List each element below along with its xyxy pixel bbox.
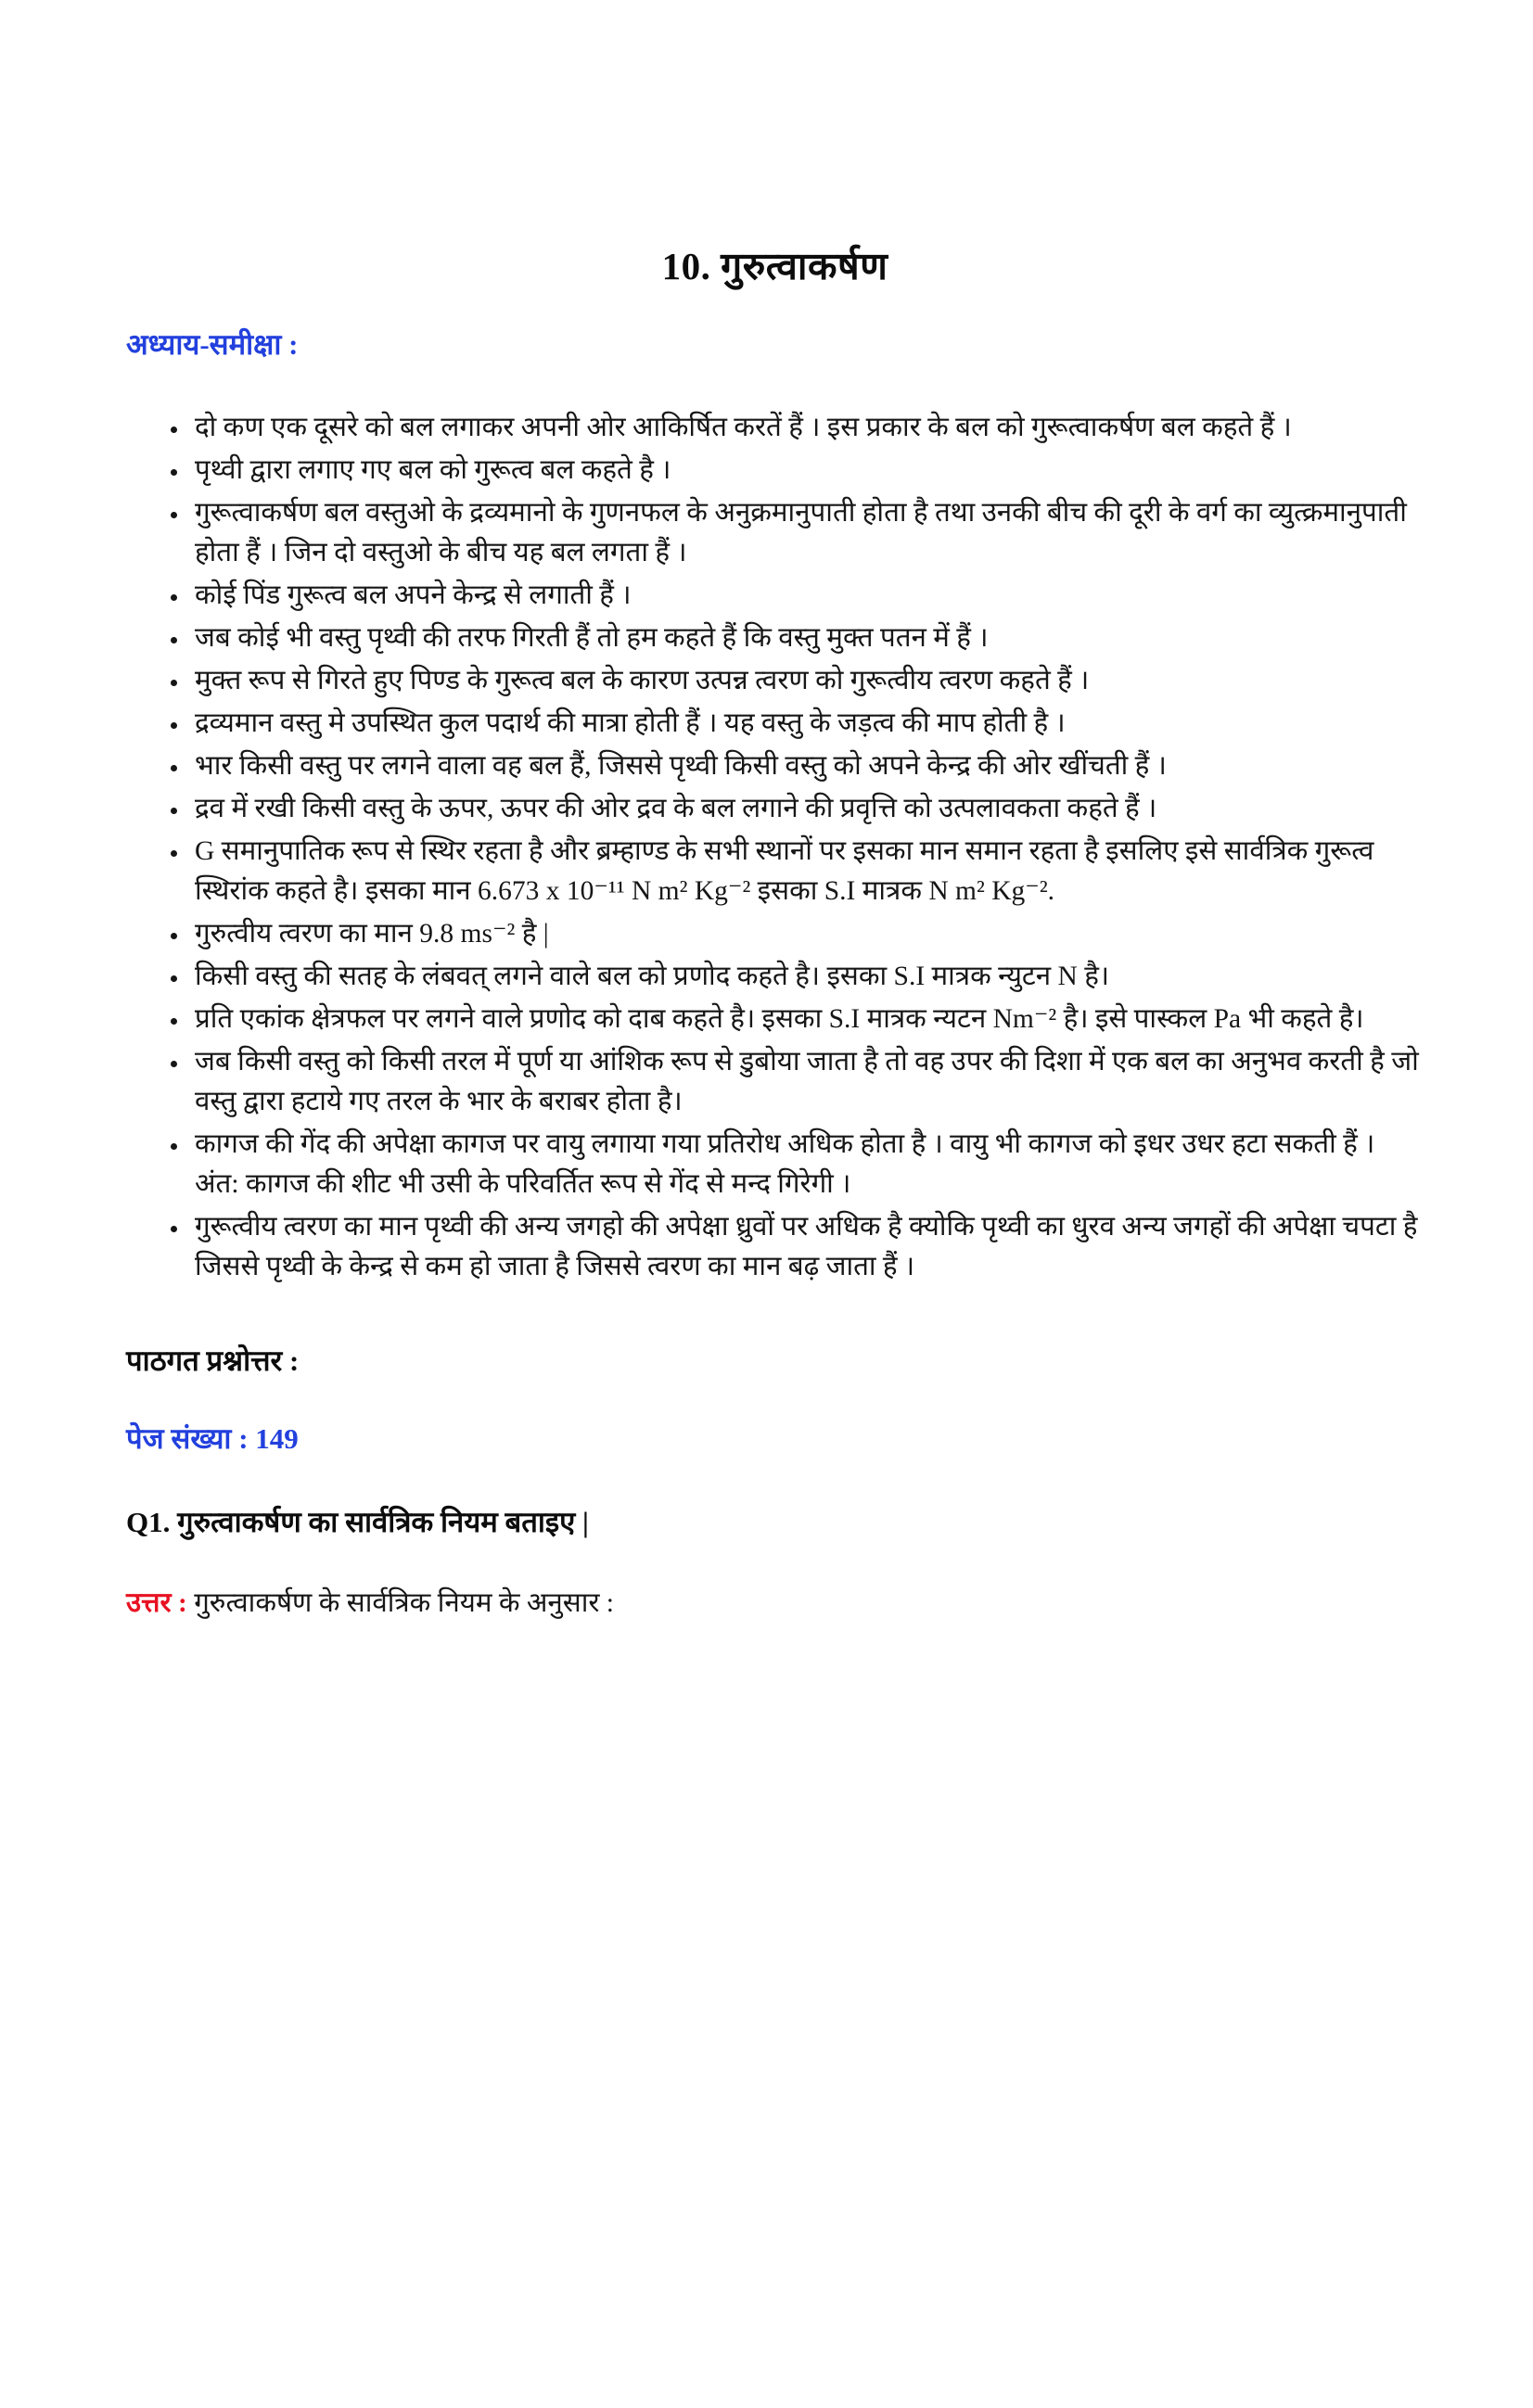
list-item: • किसी वस्तु की सतह के लंबवत् लगने वाले बल को प्रणोद कहते है। इसका S.I मात्रक न्युटन N है।: [189, 957, 1424, 997]
list-item: • गुरूत्वाकर्षण बल वस्तुओ के द्रव्यमानो के गुणनफल के अनुक्रमानुपाती होता है तथा उनकी बीच की दूरी के वर्ग का व्युत्क्रमानुपाती होता हैं । जिन दो वस्तुओ के बीच यह बल लगता हैं ।: [189, 493, 1424, 573]
list-item: • प्रति एकांक क्षेत्रफल पर लगने वाले प्रणोद को दाब कहते है। इसका S.I मात्रक न्यटन Nm⁻² है। इसे पास्कल Pa भी कहते है।: [189, 1000, 1424, 1039]
list-item: • गुरुत्वीय त्वरण का मान 9.8 ms⁻² है |: [189, 914, 1424, 954]
page-number-label: पेज संख्या :: [126, 1422, 249, 1455]
page-number-value: 149: [255, 1422, 299, 1455]
list-item: • कोई पिंड गुरूत्व बल अपने केन्द्र से लगाती हैं ।: [189, 576, 1424, 616]
page-number-heading: [126, 1419, 1424, 1458]
list-item: • जब कोई भी वस्तु पृथ्वी की तरफ गिरती हैं तो हम कहते हैं कि वस्तु मुक्त पतन में हैं ।: [189, 618, 1424, 658]
list-item: • भार किसी वस्तु पर लगने वाला वह बल हैं, जिससे पृथ्वी किसी वस्तु को अपने केन्द्र की ओर खींचती हैं ।: [189, 746, 1424, 786]
list-item: • दो कण एक दूसरे को बल लगाकर अपनी ओर आकिर्षित करतें हैं । इस प्रकार के बल को गुरूत्वाकर्षण बल कहते हैं ।: [189, 408, 1424, 448]
textual-qa-heading: पाठगत प्रश्नोत्तर :: [126, 1344, 300, 1377]
question-q1: [126, 1502, 1424, 1541]
answer-label: उत्तर :: [126, 1588, 187, 1618]
page-title: 10. गुरुत्वाकर्षण: [661, 245, 888, 287]
answer-line: [126, 1582, 1424, 1620]
chapter-review-heading: अध्याय-समीक्षा :: [126, 328, 299, 361]
question-label: Q1.: [126, 1506, 171, 1538]
list-item: • द्रव्यमान वस्तु मे उपस्थित कुल पदार्थ की मात्रा होती हैं । यह वस्तु के जड़त्व की माप होती है ।: [189, 704, 1424, 744]
list-item: • गुरूत्वीय त्वरण का मान पृथ्वी की अन्य जगहो की अपेक्षा ध्रुवों पर अधिक है क्योकि पृथ्वी का धुरव अन्य जगहों की अपेक्षा चपटा है जिससे पृथ्वी के केन्द्र से कम हो जाता है जिससे त्वरण का मान बढ़ जाता हैं ।: [189, 1207, 1424, 1287]
list-item: • जब किसी वस्तु को किसी तरल में पूर्ण या आंशिक रूप से डुबोया जाता है तो वह उपर की दिशा में एक बल का अनुभव करती है जो वस्तु द्वारा हटाये गए तरल के भार के बराबर होता है।: [189, 1042, 1424, 1122]
question-text: गुरुत्वाकर्षण का सार्वत्रिक नियम बताइए |: [177, 1506, 589, 1538]
list-item: • कागज की गेंद की अपेक्षा कागज पर वायु लगाया गया प्रतिरोध अधिक होता है । वायु भी कागज को इधर उधर हटा सकती हैं । अंत: कागज की शीट भी उसी के परिवर्तित रूप से गेंद से मन्द गिरेगी ।: [189, 1125, 1424, 1204]
list-item: • G समानुपातिक रूप से स्थिर रहता है और ब्रम्हाण्ड के सभी स्थानों पर इसका मान समान रहता है इसलिए इसे सार्वत्रिक गुरूत्व स्थिरांक कहते है। इसका मान 6.673 x 10⁻¹¹ N m² Kg⁻² इसका S.I मात्रक N m² Kg⁻².: [189, 832, 1424, 911]
answer-text: गुरुत्वाकर्षण के सार्वत्रिक नियम के अनुसार :: [194, 1588, 614, 1618]
list-item: • द्रव में रखी किसी वस्तु के ऊपर, ऊपर की ओर द्रव के बल लगाने की प्रवृत्ति को उत्पलावकता कहते हैं ।: [189, 789, 1424, 829]
list-item: • पृथ्वी द्वारा लगाए गए बल को गुरूत्व बल कहते है ।: [189, 451, 1424, 491]
document-page: [0, 239, 1533, 2408]
list-item: • मुक्त रूप से गिरते हुए पिण्ड के गुरूत्व बल के कारण उत्पन्न त्वरण को गुरूत्वीय त्वरण कहते हैं ।: [189, 661, 1424, 701]
review-bullet-list: [126, 408, 1424, 1287]
